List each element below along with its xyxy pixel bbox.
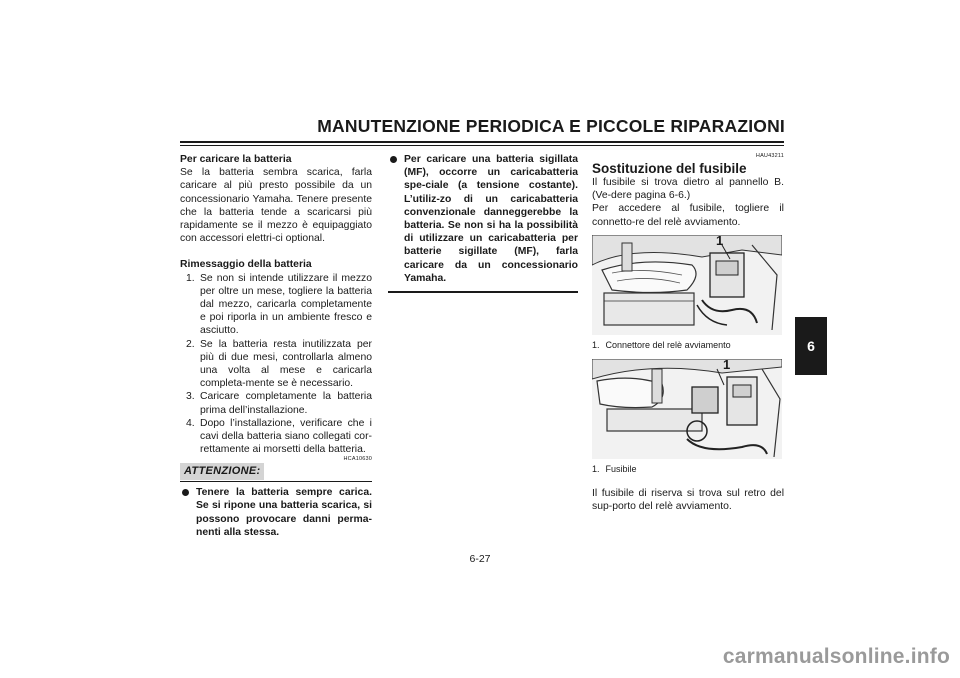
caution-label: ATTENZIONE: — [180, 463, 264, 479]
title-rule-thin — [180, 145, 784, 146]
list-item: 4. Dopo l’installazione, verificare che i cavi della batteria siano collegati cor-rettamente ai morsetti della batteria. — [186, 417, 372, 456]
storage-steps — [180, 272, 372, 457]
column-left — [180, 153, 372, 539]
list-item: 2. Se la batteria resta inutilizzata per più di due mesi, controllarla almeno una volta al mese e caricarla completa-mente se è necessario. — [186, 338, 372, 390]
bullet-icon — [390, 156, 397, 163]
storage-heading: Rimessaggio della batteria — [180, 259, 312, 271]
list-item: 1. Se non si intende utilizzare il mezzo per oltre un mese, togliere la batteria dal mezzo, caricarla completamente e poi riporla in un ambiente fresco e asciutto. — [186, 272, 372, 337]
bullet-icon — [182, 489, 189, 496]
charge-heading: Per caricare la batteria — [180, 154, 292, 165]
caution-rule — [180, 481, 372, 483]
figure-caption: 1. Connettore del relè avviamento — [592, 339, 731, 350]
starter-relay-photo — [592, 235, 782, 335]
intro-text: Il fusibile si trova dietro al pannello B. (Ve-dere pagina 6-6.) — [592, 177, 784, 202]
caution-bullet: Tenere la batteria sempre carica. Se si ripone una batteria scarica, si possono provocare danni perma-nenti alla stessa. — [180, 486, 372, 539]
caution-end-rule — [388, 291, 578, 293]
caution-label-row — [180, 463, 372, 479]
page-title: MANUTENZIONE PERIODICA E PICCOLE RIPARAZIONI — [317, 116, 785, 136]
relay-connector-illustration — [592, 235, 782, 335]
section-heading: Sostituzione del fusibile — [592, 161, 747, 176]
column-middle — [388, 153, 578, 293]
title-rule — [180, 141, 784, 143]
photo-callout: 1 — [716, 234, 724, 248]
fuse-photo — [592, 359, 782, 459]
figure-caption: 1. Fusibile — [592, 463, 637, 474]
section-code: HAU43211 — [755, 153, 784, 159]
page-number: 6-27 — [469, 553, 491, 565]
chapter-tab: 6 — [795, 317, 827, 375]
caution-code: HCA10630 — [343, 456, 372, 463]
list-item: 3. Caricare completamente la batteria prima dell’installazione. — [186, 391, 372, 416]
watermark: carmanualsonline.info — [722, 645, 950, 668]
fuse-illustration — [592, 359, 782, 459]
photo-callout: 1 — [723, 358, 731, 372]
column-right — [592, 153, 784, 513]
outro-text: Il fusibile di riserva si trova sul retro del sup-porto del relè avviamento. — [592, 487, 784, 513]
intro-text-2: Per accedere al fusibile, togliere il connetto-re del relè avviamento. — [592, 203, 784, 228]
charge-text: Se la batteria sembra scarica, farla caricare al più presto possibile da un concessionario Yamaha. Tenere presente che la batteria tende a scaricarsi più rapidamente se il mezzo è equipaggiato con accessori elettri-ci optional. — [180, 167, 372, 245]
caution-bullet-mf: Per caricare una batteria sigillata (MF), occorre un caricabatteria spe-ciale (a tensione costante). L’utiliz-zo di un caricabatteria convenzionale danneggerebbe la batteria. Se non si ha la possibilità di utilizzare un caricabatteria per batterie sigillate (MF), farla caricare da un concessionario Yamaha. — [388, 153, 578, 285]
